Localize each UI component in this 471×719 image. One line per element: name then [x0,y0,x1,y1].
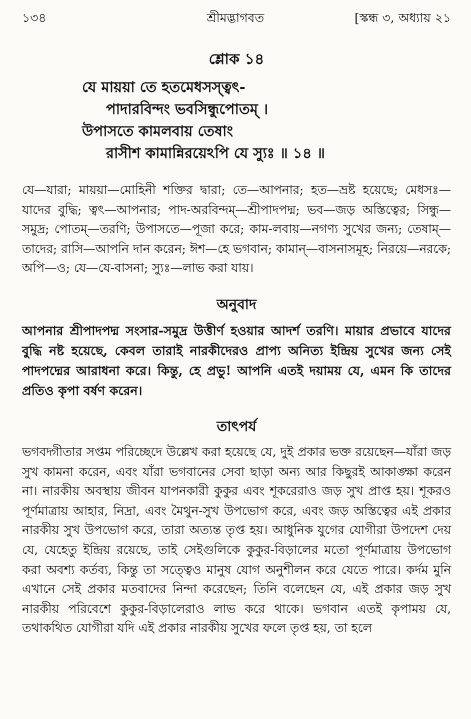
verse-label: শ্লোক ১৪ [208,50,265,68]
purport-title: তাৎপর্য [216,418,257,435]
page-header [22,10,451,32]
verse-line: পাদারবিন্দং ভবসিন্ধুপোতম্‌ । [106,101,269,118]
book-title: শ্রীমদ্ভাগবত [206,10,265,25]
verse-line: রাসীশ কামান্নিরয়েঽপি যে স্যুঃ ॥ ১৪ ॥ [106,145,325,162]
chapter-reference: [স্কন্ধ ৩, অধ্যায় ২১ [354,10,451,25]
verse-text [22,77,451,165]
translation-paragraph: আপনার শ্রীপাদপদ্ম সংসার-সমুদ্র উত্তীর্ণ হওয়ার আদর্শ তরণি। মায়ার প্রভাবে যাদের বুদ্ধি নষ্ট হয়েছে, কেবল তারাই নারকীদেরও প্রাপ্য অনিত্য ইন্দ্রিয় সুখের জন্য সেই পাদপদ্মের আরাধনা করে। কিন্তু, হে প্রভু! আপনি এতই দয়াময় যে, এমন কি তাদের প্রতিও কৃপা বর্ষণ করেন। [22,322,451,398]
page-number: ১৩৪ [22,10,47,25]
synonyms-paragraph: যে—যারা; মায়য়া—মোহিনী শক্তির দ্বারা; তে—আপনার; হত—ভ্রষ্ট হয়েছে; মেধসঃ—যাদের বুদ্ধি; ত্বৎ—আপনার; পাদ-অরবিন্দম্‌—শ্রীপাদপদ্ম; ভব—জড় অস্তিত্বের; সিন্ধু—সমুদ্র; পোতম্‌—তরণি; উপাসতে—পূজা করে; কাম-লবায়—নগণ্য সুখের জন্য; তেষাম্‌—তাদের; রাসি—আপনি দান করেন; ঈশ—হে ভগবান; কামান্‌—বাসনাসমূহ; নিরয়ে—নরকে; অপি—ও; যে—যে-বাসনা; স্যুঃ—লাভ করা যায়। [22,183,451,276]
translation-title: অনুবাদ [216,296,257,313]
purport-paragraph: ভগবদ্গীতার সপ্তম পরিচ্ছেদে উল্লেখ করা হয়েছে যে, দুই প্রকার ভক্ত রয়েছেন—যাঁরা জড় সুখ কামনা করেন, এবং যাঁরা ভগবানের সেবা ছাড়া অন্য আর কিছুরই আকাঙ্ক্ষা করেন না। নারকীয় অবস্থায় জীবন যাপনকারী কুকুর এবং শূকরেরাও জড় সুখ প্রাপ্ত হয়। শূকরও পূর্ণমাত্রায় আহার, নিদ্রা, এবং মৈথুন-সুখ উপভোগ করে, এবং জড় অস্তিত্বের এই প্রকার নারকীয় সুখ উপভোগ করে, তারা অত্যন্ত তৃপ্ত হয়। আধুনিক যুগের যোগীরা উপদেশ দেয় যে, যেহেতু ইন্দ্রিয় রয়েছে, তাই সেইগুলিকে কুকুর-বিড়ালের মতো পূর্ণমাত্রায় উপভোগ করা অবশ্য কর্তব্য, কিন্তু তা সত্ত্বেও মানুষ যোগ অনুশীলন করে যেতে পারে। কর্দম মুনি এখানে সেই প্রকার মতবাদের নিন্দা করেছেন; তিনি বলেছেন যে, এই প্রকার জড় সুখ নারকীয় পরিবেশে কুকুর-বিড়ালেরাও লাভ করে থাকে। ভগবান এতই কৃপাময় যে, তথাকথিত যোগীরা যদি এই প্রকার নারকীয় সুখের ফলে তৃপ্ত হয়, তা হলে [22,444,451,636]
verse-line: যে মায়য়া তে হতমেধসস্ত্বৎ- [82,79,246,96]
verse-line: উপাসতে কামলবায় তেষাং [82,123,233,140]
